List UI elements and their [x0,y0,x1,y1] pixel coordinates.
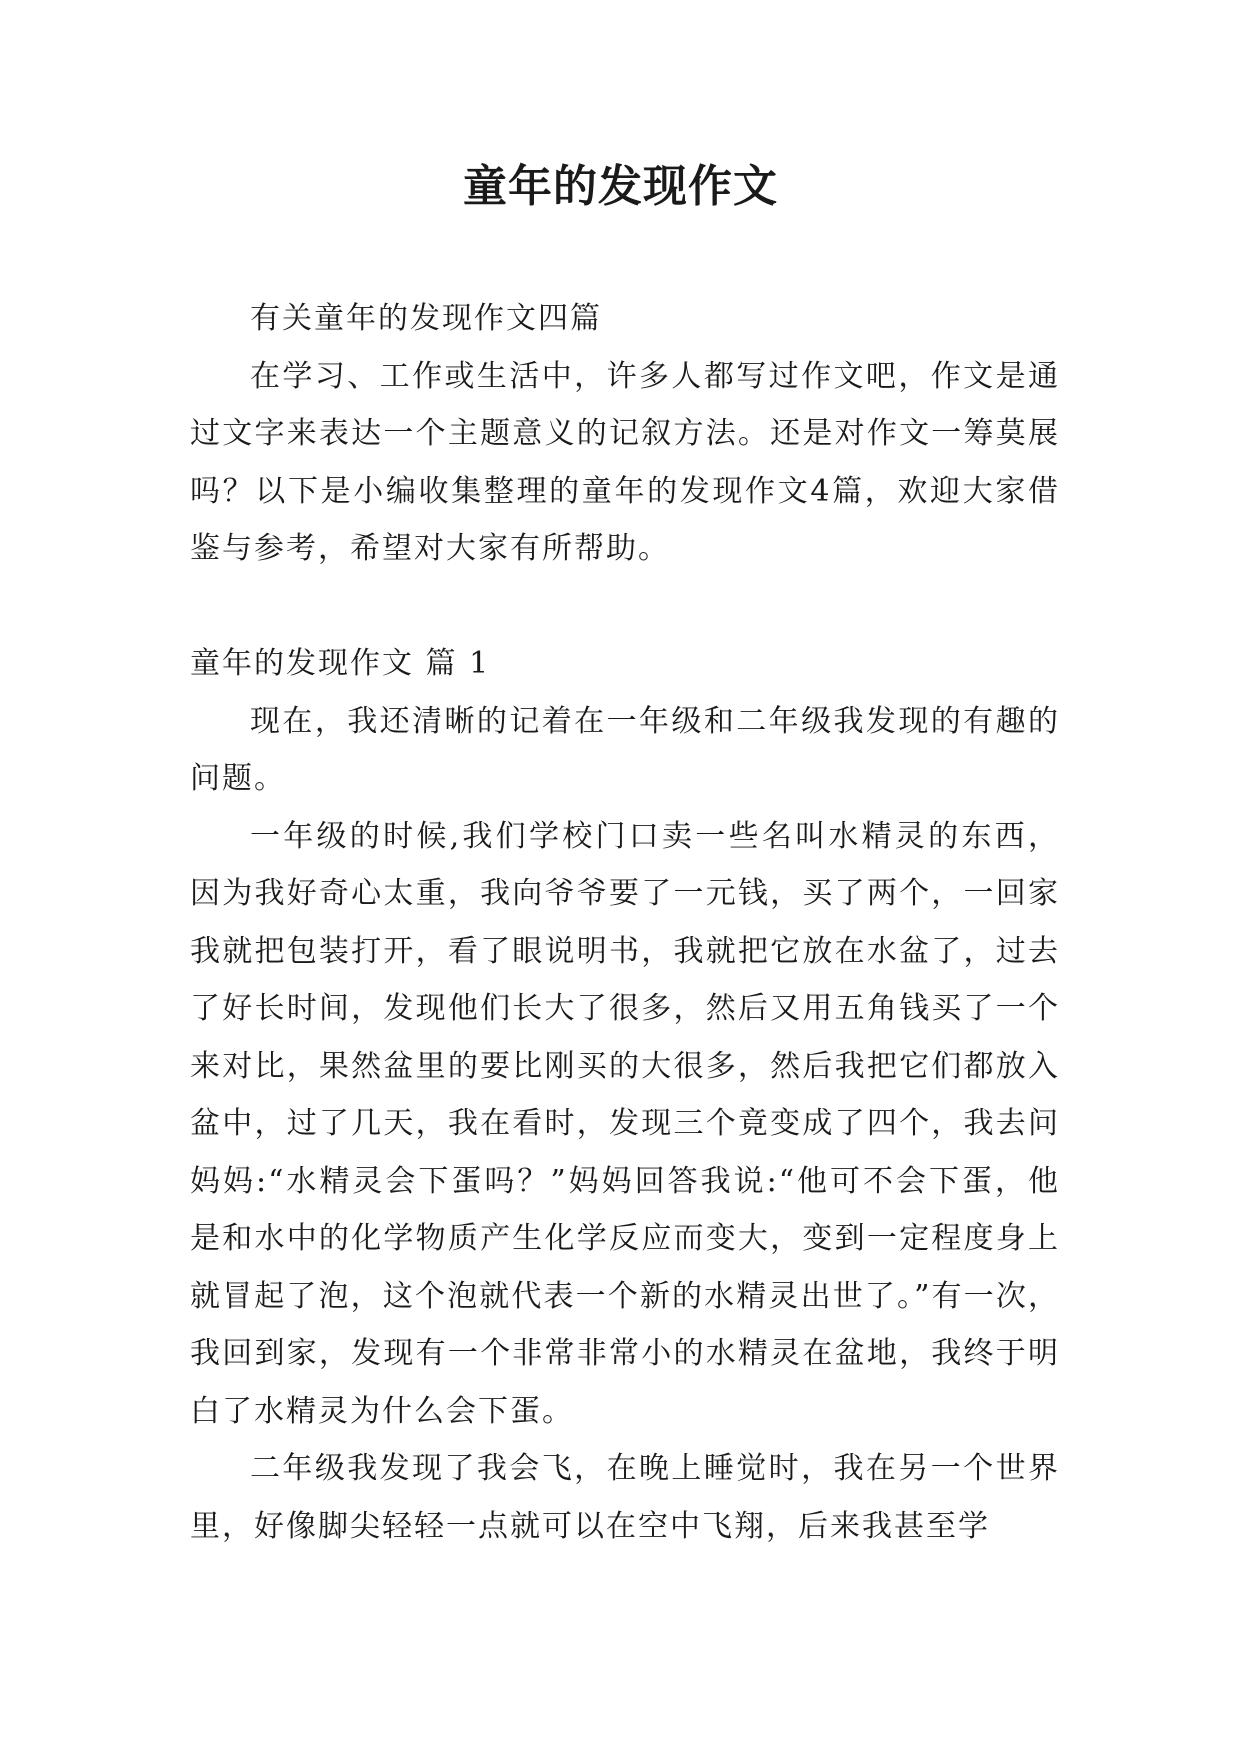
body-paragraph: 二年级我发现了我会飞，在晚上睡觉时，我在另一个世界里，好像脚尖轻轻一点就可以在空中飞翔，后来我甚至学 [190,1451,1060,1544]
document-body [190,290,1060,1555]
document-title: 童年的发现作文 [463,161,778,212]
document-subtitle: 有关童年的发现作文四篇 [250,301,602,336]
body-paragraph: 现在，我还清晰的记着在一年级和二年级我发现的有趣的问题。 [190,703,1060,796]
section-heading: 童年的发现作文 篇 1 [190,646,491,681]
intro-paragraph: 在学习、工作或生活中，许多人都写过作文吧，作文是通过文字来表达一个主题意义的记叙方法。还是对作文一筹莫展吗？以下是小编收集整理的童年的发现作文4篇，欢迎大家借鉴与参考，希望对大家有所帮助。 [190,358,1060,566]
body-paragraph: 一年级的时候,我们学校门口卖一些名叫水精灵的东西，因为我好奇心太重，我向爷爷要了一元钱，买了两个，一回家我就把包装打开，看了眼说明书，我就把它放在水盆了，过去了好长时间，发现他们长大了很多，然后又用五角钱买了一个来对比，果然盆里的要比刚买的大很多，然后我把它们都放入盆中，过了几天，我在看时，发现三个竟变成了四个，我去问妈妈:“水精灵会下蛋吗？”妈妈回答我说:“他可不会下蛋，他是和水中的化学物质产生化学反应而变大，变到一定程度身上就冒起了泡，这个泡就代表一个新的水精灵出世了。”有一次，我回到家，发现有一个非常非常小的水精灵在盆地，我终于明白了水精灵为什么会下蛋。 [190,818,1060,1429]
